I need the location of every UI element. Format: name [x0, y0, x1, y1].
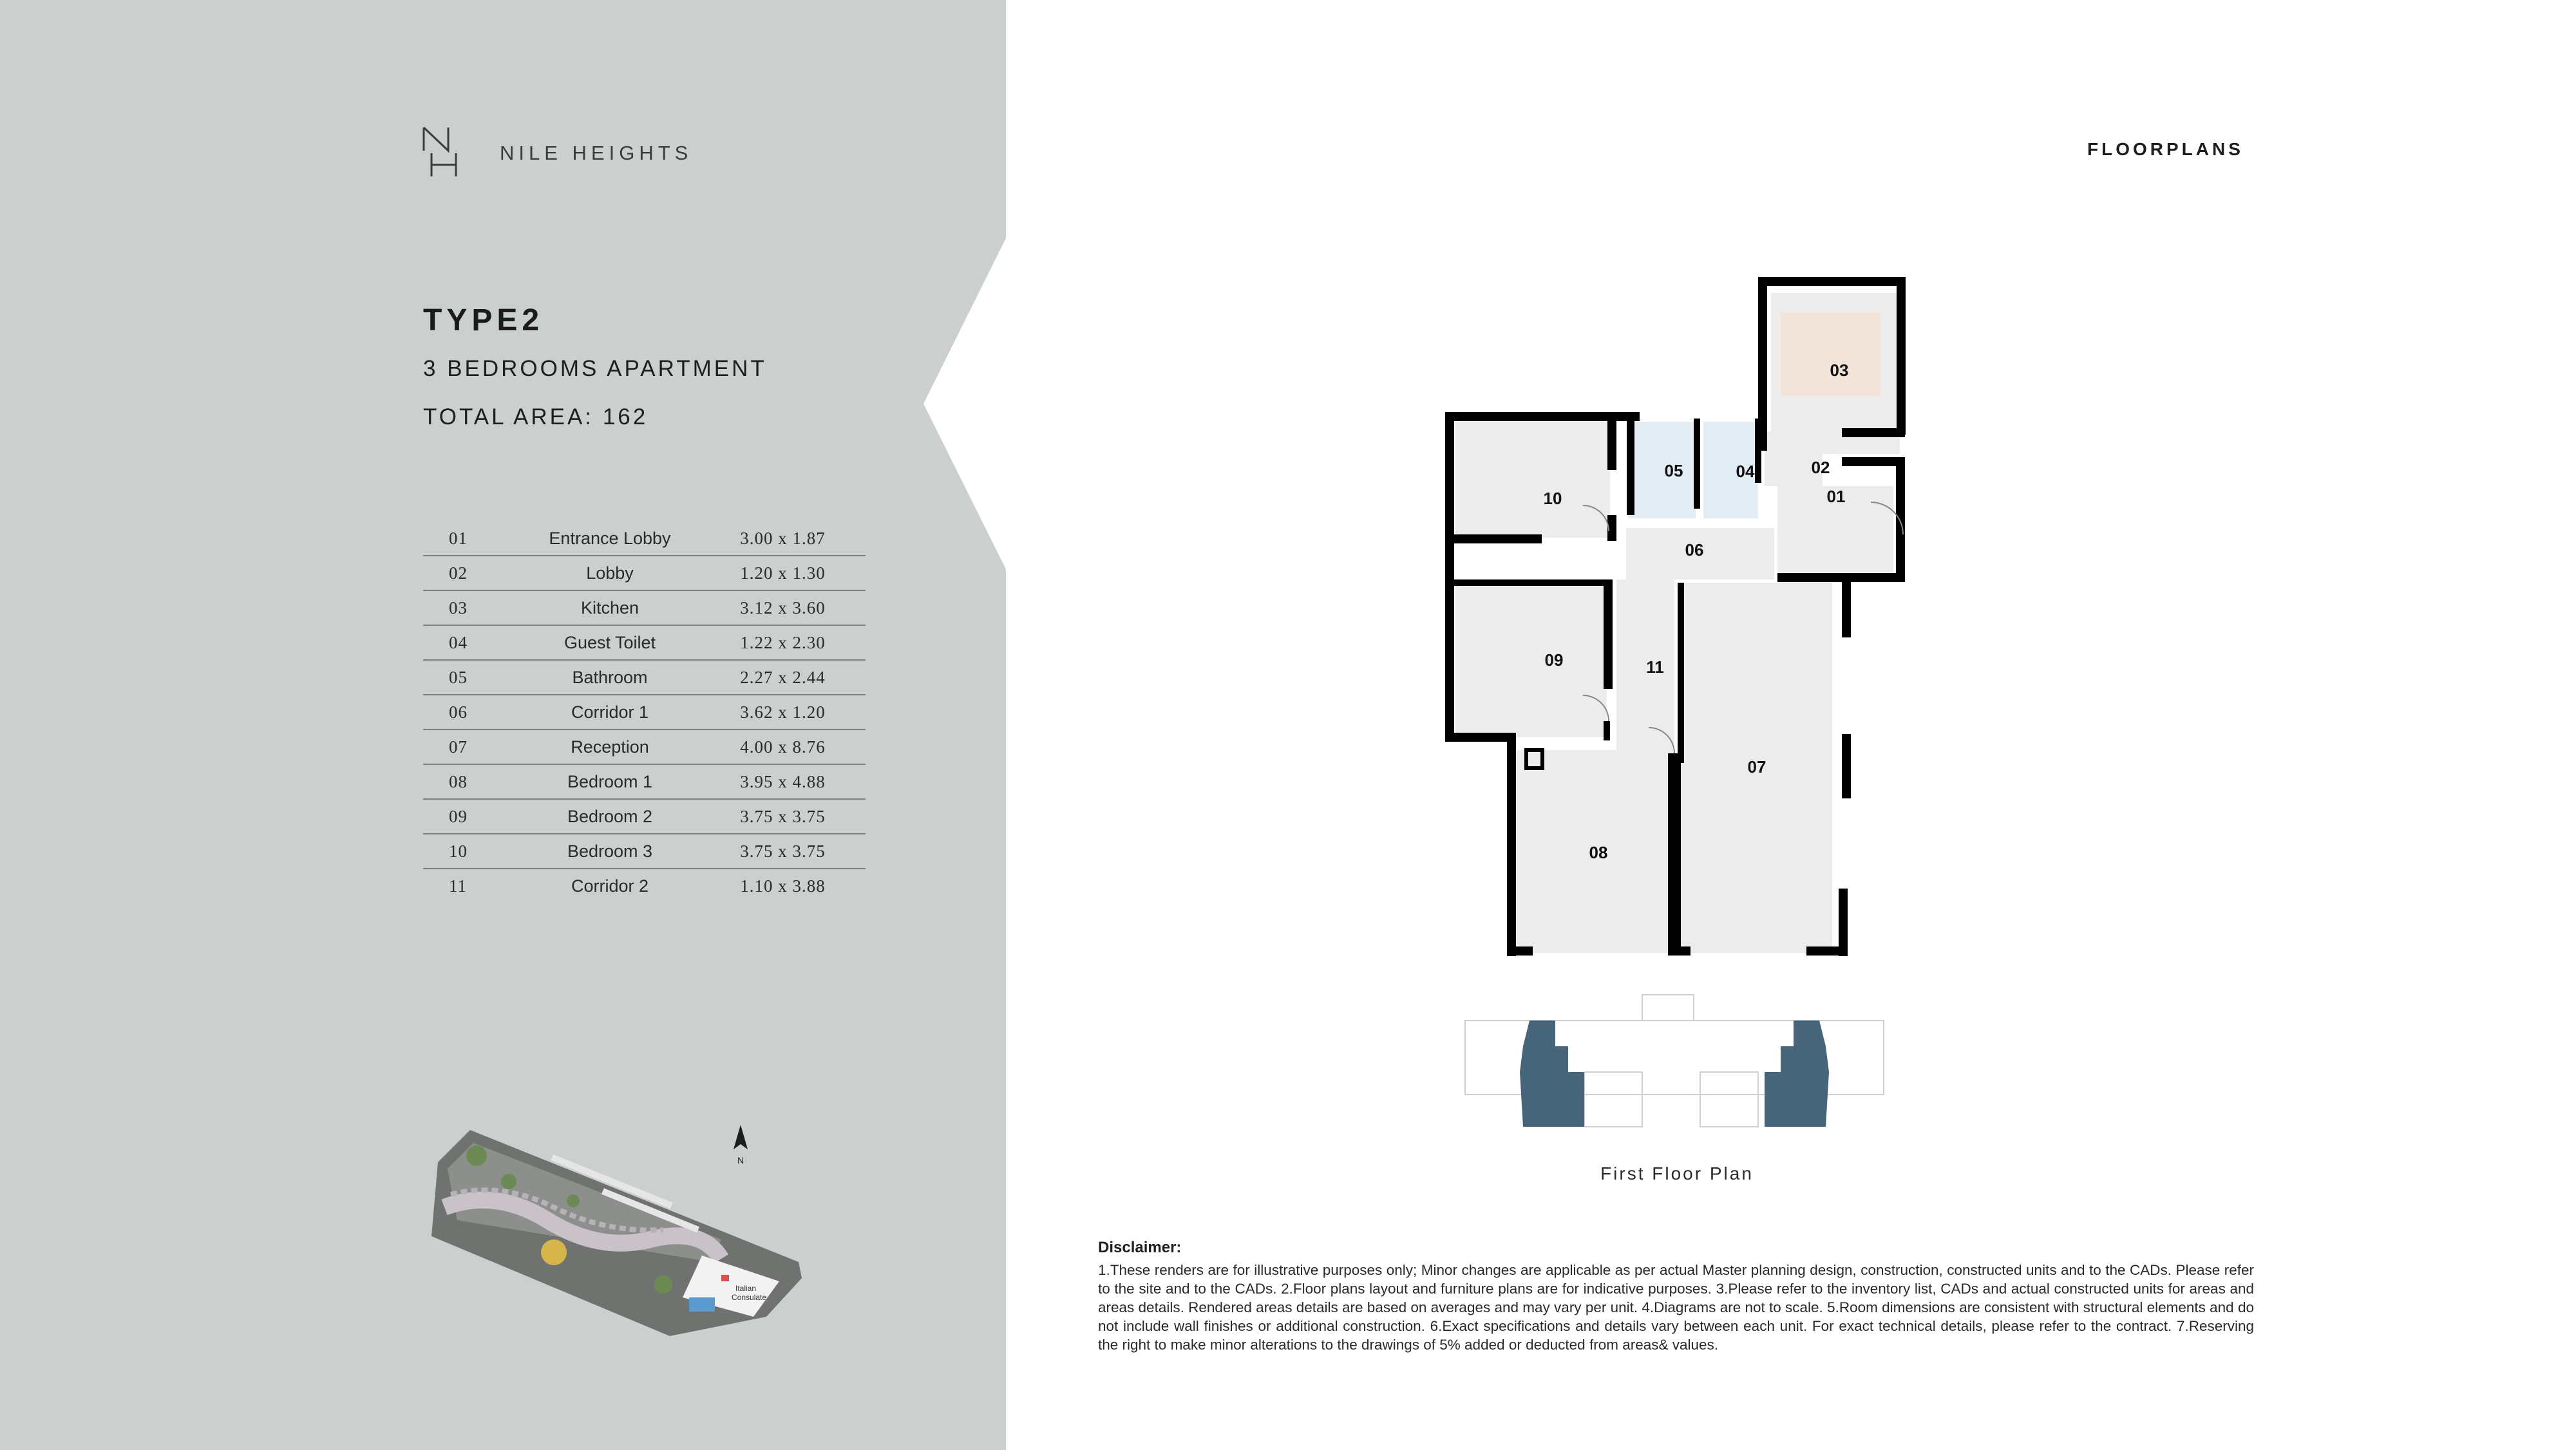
room-number: 02 — [423, 556, 520, 590]
plan-label: 07 — [1747, 757, 1766, 777]
room-number: 10 — [423, 834, 520, 869]
table-row — [423, 695, 866, 730]
room-number: 03 — [423, 590, 520, 625]
room-name: Corridor 2 — [571, 876, 649, 896]
plan-label: 01 — [1826, 487, 1846, 506]
key-plan-caption: First Floor Plan — [1600, 1163, 1754, 1183]
north-label: N — [737, 1155, 744, 1165]
highlighted-unit-left — [1520, 1021, 1584, 1127]
table-row — [423, 730, 866, 764]
table-row — [423, 764, 866, 799]
room-dimensions: 3.75 x 3.75 — [700, 834, 866, 869]
plan-label: 05 — [1664, 461, 1683, 480]
table-row — [423, 869, 866, 903]
room-dimensions: 3.75 x 3.75 — [700, 799, 866, 834]
room-number: 11 — [449, 876, 467, 896]
room-dimensions: 4.00 x 8.76 — [700, 730, 866, 764]
room-name: Bedroom 3 — [520, 834, 700, 869]
room-name: Lobby — [520, 556, 700, 590]
site-pool — [541, 1239, 567, 1265]
room-number: 06 — [423, 695, 520, 730]
site-label-line2: Consulate — [732, 1293, 767, 1302]
room-number: 05 — [423, 660, 520, 695]
room-dimensions: 3.95 x 4.88 — [700, 764, 866, 799]
table-row — [423, 660, 866, 695]
room-number: 09 — [423, 799, 520, 834]
table-row — [423, 625, 866, 660]
key-plan-diagram — [1462, 975, 1887, 1130]
site-label-line1: Italian — [735, 1284, 757, 1293]
room-number: 07 — [423, 730, 520, 764]
plan-label: 09 — [1544, 650, 1564, 670]
disclaimer-title: Disclaimer: — [1098, 1239, 1182, 1256]
room-dimensions: 3.00 x 1.87 — [700, 522, 866, 556]
highlighted-unit-right — [1765, 1021, 1829, 1127]
room-dimensions: 1.10 x 3.88 — [740, 876, 826, 896]
room-dimensions: 1.20 x 1.30 — [700, 556, 866, 590]
sidebar-pointer-notch — [923, 238, 1006, 569]
table-row — [423, 590, 866, 625]
section-label: FLOORPLANS — [2087, 139, 2244, 159]
room-name: Kitchen — [520, 590, 700, 625]
plan-label: 08 — [1589, 843, 1608, 862]
nh-monogram-icon — [422, 122, 474, 180]
table-row — [423, 522, 866, 556]
room-number: 04 — [423, 625, 520, 660]
brand-name: NILE HEIGHTS — [500, 142, 693, 164]
room-name: Corridor 1 — [520, 695, 700, 730]
room-dimensions: 1.22 x 2.30 — [700, 625, 866, 660]
kitchen-floor — [1781, 312, 1880, 396]
bathroom-floor — [1628, 422, 1696, 518]
room-dimensions: 2.27 x 2.44 — [700, 660, 866, 695]
room-name: Bathroom — [520, 660, 700, 695]
plan-label: 04 — [1736, 462, 1755, 481]
table-row — [423, 834, 866, 869]
room-dimensions: 3.12 x 3.60 — [700, 590, 866, 625]
disclaimer-text: 1.These renders are for illustrative purposes only; Minor changes are applicable as per actual Master planning design, construction, constructed units and to the CADs. Please refer to the site and to the CADs. 2.Floor plans layout and furniture plans are for indicative purposes. 3.Please refer to the inventory list, CADs and actual constructed units for areas and areas details. Rendered areas details are based on averages and may vary per unit. 4.Diagrams are not to scale. 5.Room dimensions are consistent with structural elements and do not include wall finishes or additional construction. 6.Exact specifications and details vary between each unit. For exact technical details, please refer to the contract. 7.Reserving the right to make minor alterations to the drawings of 5% added or deducted from areas& values. — [1098, 1262, 2254, 1353]
plan-label: 11 — [1646, 657, 1664, 677]
plan-label: 02 — [1811, 458, 1830, 477]
brand-logo — [422, 122, 725, 180]
rooms-table — [423, 522, 866, 903]
table-row — [423, 799, 866, 834]
north-arrow-icon — [724, 1124, 757, 1169]
table-row — [423, 556, 866, 590]
unit-description: 3 BEDROOMS APARTMENT — [423, 356, 767, 381]
room-name: Entrance Lobby — [520, 522, 700, 556]
room-number: 08 — [423, 764, 520, 799]
room-name: Reception — [520, 730, 700, 764]
room-name: Bedroom 1 — [520, 764, 700, 799]
room-dimensions: 3.62 x 1.20 — [700, 695, 866, 730]
room-name: Guest Toilet — [520, 625, 700, 660]
room-number: 01 — [423, 522, 520, 556]
unit-type-title: TYPE2 — [423, 303, 544, 337]
plan-label: 06 — [1685, 540, 1704, 560]
plan-label: 10 — [1543, 489, 1562, 508]
unit-total-area: TOTAL AREA: 162 — [423, 404, 649, 429]
plan-label: 03 — [1830, 361, 1849, 380]
floor-plan-drawing — [1430, 258, 1945, 966]
room-name: Bedroom 2 — [520, 799, 700, 834]
